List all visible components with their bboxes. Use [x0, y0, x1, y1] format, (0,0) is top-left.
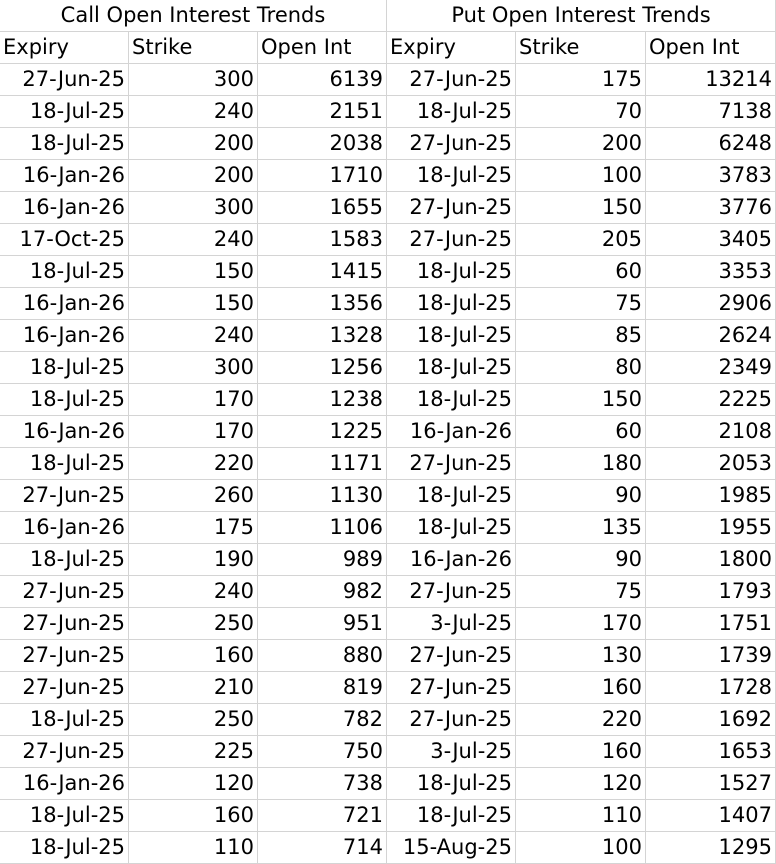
call-cell-strike[interactable]: 200: [129, 160, 258, 192]
call-cell-expiry[interactable]: 27-Jun-25: [0, 64, 129, 96]
call-cell-open-int[interactable]: 738: [258, 768, 387, 800]
put-cell-expiry[interactable]: 18-Jul-25: [387, 160, 516, 192]
put-cell-expiry[interactable]: 3-Jul-25: [387, 736, 516, 768]
call-header-strike[interactable]: Strike: [129, 32, 258, 64]
put-cell-open-int[interactable]: 1295: [646, 832, 776, 864]
call-cell-open-int[interactable]: 750: [258, 736, 387, 768]
put-cell-open-int[interactable]: 2349: [646, 352, 776, 384]
call-cell-open-int[interactable]: 1238: [258, 384, 387, 416]
call-cell-expiry[interactable]: 18-Jul-25: [0, 800, 129, 832]
put-cell-expiry[interactable]: 18-Jul-25: [387, 352, 516, 384]
call-cell-open-int[interactable]: 714: [258, 832, 387, 864]
put-cell-expiry[interactable]: 27-Jun-25: [387, 640, 516, 672]
call-cell-strike[interactable]: 170: [129, 384, 258, 416]
put-cell-strike[interactable]: 85: [516, 320, 646, 352]
call-cell-expiry[interactable]: 17-Oct-25: [0, 224, 129, 256]
call-cell-expiry[interactable]: 16-Jan-26: [0, 320, 129, 352]
call-cell-strike[interactable]: 170: [129, 416, 258, 448]
put-cell-expiry[interactable]: 18-Jul-25: [387, 384, 516, 416]
call-cell-expiry[interactable]: 18-Jul-25: [0, 384, 129, 416]
put-cell-open-int[interactable]: 13214: [646, 64, 776, 96]
put-cell-strike[interactable]: 130: [516, 640, 646, 672]
put-cell-strike[interactable]: 110: [516, 800, 646, 832]
put-cell-expiry[interactable]: 27-Jun-25: [387, 64, 516, 96]
call-cell-strike[interactable]: 300: [129, 192, 258, 224]
call-cell-open-int[interactable]: 2038: [258, 128, 387, 160]
put-cell-strike[interactable]: 75: [516, 288, 646, 320]
call-cell-open-int[interactable]: 1256: [258, 352, 387, 384]
call-cell-open-int[interactable]: 1415: [258, 256, 387, 288]
call-cell-open-int[interactable]: 982: [258, 576, 387, 608]
call-cell-open-int[interactable]: 2151: [258, 96, 387, 128]
put-cell-open-int[interactable]: 2906: [646, 288, 776, 320]
put-cell-strike[interactable]: 175: [516, 64, 646, 96]
call-cell-expiry[interactable]: 16-Jan-26: [0, 288, 129, 320]
call-cell-strike[interactable]: 110: [129, 832, 258, 864]
put-cell-strike[interactable]: 70: [516, 96, 646, 128]
call-cell-strike[interactable]: 200: [129, 128, 258, 160]
put-cell-expiry[interactable]: 27-Jun-25: [387, 224, 516, 256]
put-cell-expiry[interactable]: 27-Jun-25: [387, 192, 516, 224]
call-cell-expiry[interactable]: 18-Jul-25: [0, 832, 129, 864]
put-cell-expiry[interactable]: 3-Jul-25: [387, 608, 516, 640]
put-cell-expiry[interactable]: 15-Aug-25: [387, 832, 516, 864]
call-cell-strike[interactable]: 250: [129, 704, 258, 736]
put-cell-strike[interactable]: 220: [516, 704, 646, 736]
put-cell-expiry[interactable]: 18-Jul-25: [387, 768, 516, 800]
call-cell-strike[interactable]: 210: [129, 672, 258, 704]
put-cell-open-int[interactable]: 1751: [646, 608, 776, 640]
call-cell-strike[interactable]: 240: [129, 320, 258, 352]
call-cell-open-int[interactable]: 880: [258, 640, 387, 672]
call-cell-expiry[interactable]: 27-Jun-25: [0, 480, 129, 512]
call-cell-strike[interactable]: 160: [129, 800, 258, 832]
call-cell-strike[interactable]: 300: [129, 352, 258, 384]
put-cell-open-int[interactable]: 1527: [646, 768, 776, 800]
call-cell-strike[interactable]: 240: [129, 96, 258, 128]
put-cell-expiry[interactable]: 27-Jun-25: [387, 128, 516, 160]
put-cell-strike[interactable]: 170: [516, 608, 646, 640]
put-cell-strike[interactable]: 180: [516, 448, 646, 480]
put-cell-expiry[interactable]: 18-Jul-25: [387, 320, 516, 352]
call-cell-expiry[interactable]: 27-Jun-25: [0, 608, 129, 640]
call-cell-strike[interactable]: 240: [129, 224, 258, 256]
call-cell-expiry[interactable]: 18-Jul-25: [0, 352, 129, 384]
call-cell-strike[interactable]: 160: [129, 640, 258, 672]
call-cell-expiry[interactable]: 16-Jan-26: [0, 512, 129, 544]
call-cell-open-int[interactable]: 6139: [258, 64, 387, 96]
call-cell-open-int[interactable]: 1171: [258, 448, 387, 480]
put-cell-open-int[interactable]: 2624: [646, 320, 776, 352]
call-cell-open-int[interactable]: 1130: [258, 480, 387, 512]
put-cell-open-int[interactable]: 1793: [646, 576, 776, 608]
call-cell-open-int[interactable]: 989: [258, 544, 387, 576]
put-header-expiry[interactable]: Expiry: [387, 32, 516, 64]
call-cell-open-int[interactable]: 1583: [258, 224, 387, 256]
put-cell-expiry[interactable]: 27-Jun-25: [387, 448, 516, 480]
call-cell-strike[interactable]: 260: [129, 480, 258, 512]
call-cell-expiry[interactable]: 27-Jun-25: [0, 640, 129, 672]
put-cell-strike[interactable]: 100: [516, 160, 646, 192]
call-cell-strike[interactable]: 175: [129, 512, 258, 544]
put-header-open-int[interactable]: Open Int: [646, 32, 776, 64]
put-cell-strike[interactable]: 60: [516, 416, 646, 448]
call-cell-open-int[interactable]: 721: [258, 800, 387, 832]
put-cell-strike[interactable]: 80: [516, 352, 646, 384]
put-cell-strike[interactable]: 150: [516, 192, 646, 224]
call-header-expiry[interactable]: Expiry: [0, 32, 129, 64]
put-cell-strike[interactable]: 90: [516, 544, 646, 576]
put-cell-strike[interactable]: 135: [516, 512, 646, 544]
put-cell-strike[interactable]: 120: [516, 768, 646, 800]
call-cell-expiry[interactable]: 18-Jul-25: [0, 544, 129, 576]
put-cell-open-int[interactable]: 6248: [646, 128, 776, 160]
call-cell-strike[interactable]: 240: [129, 576, 258, 608]
call-cell-expiry[interactable]: 16-Jan-26: [0, 416, 129, 448]
call-cell-open-int[interactable]: 1328: [258, 320, 387, 352]
call-cell-open-int[interactable]: 819: [258, 672, 387, 704]
put-cell-open-int[interactable]: 1653: [646, 736, 776, 768]
put-cell-open-int[interactable]: 7138: [646, 96, 776, 128]
call-cell-expiry[interactable]: 18-Jul-25: [0, 448, 129, 480]
put-cell-strike[interactable]: 60: [516, 256, 646, 288]
put-cell-open-int[interactable]: 1407: [646, 800, 776, 832]
put-cell-open-int[interactable]: 1955: [646, 512, 776, 544]
put-cell-strike[interactable]: 75: [516, 576, 646, 608]
call-cell-expiry[interactable]: 27-Jun-25: [0, 672, 129, 704]
call-cell-strike[interactable]: 220: [129, 448, 258, 480]
put-cell-strike[interactable]: 200: [516, 128, 646, 160]
put-cell-expiry[interactable]: 18-Jul-25: [387, 512, 516, 544]
call-cell-strike[interactable]: 150: [129, 256, 258, 288]
put-cell-expiry[interactable]: 18-Jul-25: [387, 288, 516, 320]
put-cell-strike[interactable]: 160: [516, 672, 646, 704]
call-cell-open-int[interactable]: 1356: [258, 288, 387, 320]
put-table-title[interactable]: Put Open Interest Trends: [387, 0, 776, 32]
put-cell-expiry[interactable]: 18-Jul-25: [387, 800, 516, 832]
put-cell-open-int[interactable]: 3783: [646, 160, 776, 192]
call-table-title[interactable]: Call Open Interest Trends: [0, 0, 387, 32]
call-cell-strike[interactable]: 300: [129, 64, 258, 96]
put-cell-open-int[interactable]: 1692: [646, 704, 776, 736]
put-cell-expiry[interactable]: 27-Jun-25: [387, 704, 516, 736]
call-cell-expiry[interactable]: 18-Jul-25: [0, 256, 129, 288]
put-cell-open-int[interactable]: 2053: [646, 448, 776, 480]
call-cell-strike[interactable]: 250: [129, 608, 258, 640]
put-cell-open-int[interactable]: 3776: [646, 192, 776, 224]
call-cell-strike[interactable]: 190: [129, 544, 258, 576]
put-cell-open-int[interactable]: 1800: [646, 544, 776, 576]
put-cell-expiry[interactable]: 27-Jun-25: [387, 672, 516, 704]
put-header-strike[interactable]: Strike: [516, 32, 646, 64]
call-cell-expiry[interactable]: 27-Jun-25: [0, 576, 129, 608]
call-cell-open-int[interactable]: 782: [258, 704, 387, 736]
put-cell-expiry[interactable]: 18-Jul-25: [387, 96, 516, 128]
put-cell-expiry[interactable]: 16-Jan-26: [387, 544, 516, 576]
call-cell-strike[interactable]: 120: [129, 768, 258, 800]
call-cell-open-int[interactable]: 1710: [258, 160, 387, 192]
put-cell-open-int[interactable]: 3353: [646, 256, 776, 288]
call-cell-expiry[interactable]: 18-Jul-25: [0, 96, 129, 128]
call-cell-strike[interactable]: 150: [129, 288, 258, 320]
put-cell-open-int[interactable]: 1739: [646, 640, 776, 672]
put-cell-open-int[interactable]: 2225: [646, 384, 776, 416]
put-cell-strike[interactable]: 205: [516, 224, 646, 256]
put-cell-strike[interactable]: 160: [516, 736, 646, 768]
call-cell-open-int[interactable]: 1106: [258, 512, 387, 544]
put-cell-expiry[interactable]: 16-Jan-26: [387, 416, 516, 448]
put-cell-open-int[interactable]: 1985: [646, 480, 776, 512]
call-cell-expiry[interactable]: 16-Jan-26: [0, 192, 129, 224]
put-cell-expiry[interactable]: 27-Jun-25: [387, 576, 516, 608]
call-cell-expiry[interactable]: 18-Jul-25: [0, 704, 129, 736]
call-cell-expiry[interactable]: 16-Jan-26: [0, 768, 129, 800]
put-cell-open-int[interactable]: 2108: [646, 416, 776, 448]
put-cell-strike[interactable]: 150: [516, 384, 646, 416]
call-cell-strike[interactable]: 225: [129, 736, 258, 768]
put-cell-strike[interactable]: 100: [516, 832, 646, 864]
call-cell-expiry[interactable]: 18-Jul-25: [0, 128, 129, 160]
put-cell-open-int[interactable]: 1728: [646, 672, 776, 704]
call-cell-open-int[interactable]: 1225: [258, 416, 387, 448]
call-cell-open-int[interactable]: 951: [258, 608, 387, 640]
call-header-open-int[interactable]: Open Int: [258, 32, 387, 64]
call-cell-expiry[interactable]: 27-Jun-25: [0, 736, 129, 768]
call-cell-expiry[interactable]: 16-Jan-26: [0, 160, 129, 192]
call-cell-open-int[interactable]: 1655: [258, 192, 387, 224]
put-cell-expiry[interactable]: 18-Jul-25: [387, 256, 516, 288]
put-cell-strike[interactable]: 90: [516, 480, 646, 512]
put-cell-open-int[interactable]: 3405: [646, 224, 776, 256]
put-cell-expiry[interactable]: 18-Jul-25: [387, 480, 516, 512]
